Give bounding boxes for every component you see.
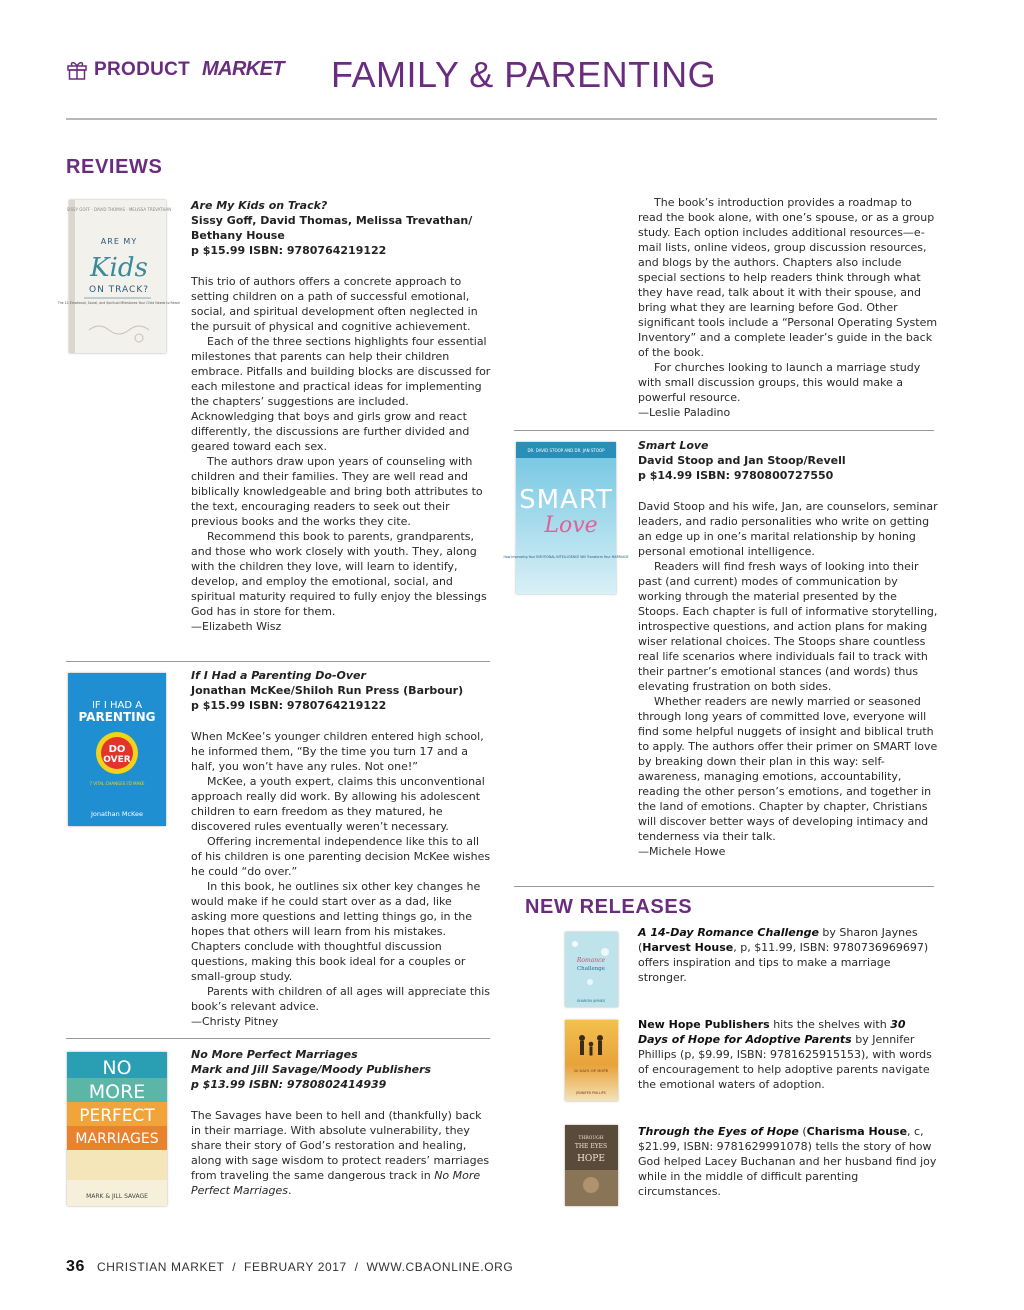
- review-signature: —Leslie Paladino: [638, 406, 731, 419]
- page-footer: [66, 1258, 513, 1276]
- cover-text: PARENTING: [78, 710, 156, 724]
- review-author-publisher: Jonathan McKee/Shiloh Run Press (Barbour): [191, 684, 464, 697]
- book-title-emphasis: No More Perfect Marriages: [191, 1169, 481, 1197]
- cover-text: 7 VITAL CHANGES I'D MAKE: [89, 781, 145, 786]
- review-smart-love: [638, 438, 938, 859]
- cover-text: Jonathan McKee: [91, 810, 143, 818]
- review-signature: —Elizabeth Wisz: [191, 620, 282, 633]
- review-paragraph: This trio of authors offers a concrete approach to setting children on a path of successful emotional, social, and spiritual development often neglected in the pursuit of physical and cognitive achievement.: [191, 275, 478, 333]
- page-title: FAMILY & PARENTING: [331, 54, 717, 95]
- review-are-my-kids-on-track: [191, 198, 491, 634]
- cover-text: SISSY GOFF · DAVID THOMAS · MELISSA TREVATHAN: [66, 207, 172, 212]
- review-paragraph: Whether readers are newly married or seasoned through long years of committed love, everyone will find some helpful nuggets of insight and biblical truth to apply. The authors offer their primer on SMART love by breaking down their plan in this way: self-awareness, managing emotions, accountability, reading the other person’s emotions, and together in the land of emotions. Chapter by chapter, Christians will discover better ways of developing intimacy and tenderness via their talk.: [638, 695, 938, 843]
- release-publisher: Charisma House: [806, 1125, 908, 1138]
- cover-text: Challenge: [576, 966, 606, 972]
- review-paragraph: In this book, he outlines six other key changes he would make if he could start over as a dad, like asking more questions and letting things go, in the hopes that others will learn from his mistakes. Chapters conclude with thoughtful discussion questions, making this book ideal for a couples or small-group study.: [191, 880, 481, 983]
- logo-product-text: PRODUCT: [94, 58, 191, 80]
- release-title: A 14-Day Romance Challenge: [638, 926, 819, 939]
- cover-text: THE EYES: [574, 1143, 608, 1150]
- review-signature: —Michele Howe: [638, 845, 726, 858]
- review-paragraph: Parents with children of all ages will appreciate this book’s relevant advice.: [191, 985, 490, 1013]
- release-publisher: New Hope Publishers: [638, 1018, 770, 1031]
- header-divider: [66, 118, 937, 120]
- book-cover-30-days-of-hope: [565, 1020, 618, 1101]
- book-cover-no-more-perfect-marriages: [67, 1052, 167, 1206]
- review-title: Are My Kids on Track?: [191, 199, 328, 212]
- cover-text: Romance: [576, 957, 606, 964]
- gift-icon: [66, 59, 88, 81]
- cover-text: Love: [544, 513, 598, 538]
- review-title: Smart Love: [638, 439, 709, 452]
- review-no-more-perfect-marriages: [191, 1047, 491, 1198]
- cover-text: MORE: [88, 1081, 146, 1103]
- new-release-through-the-eyes-of-hope: Through the Eyes of Hope (Charisma House, c, $21.99, ISBN: 9781629991078) tells the story of how God helped Lacey Buchanan and her husband find joy while in the middle of difficult parenting circumstances.: [638, 1125, 937, 1198]
- review-paragraph: For churches looking to launch a marriage study with small discussion groups, this would make a powerful resource.: [638, 361, 921, 404]
- cover-text: OVER: [103, 755, 131, 765]
- cover-text: HOPE: [577, 1154, 605, 1164]
- review-price-isbn: p $15.99 ISBN: 9780764219122: [191, 699, 387, 712]
- cover-text: MARRIAGES: [75, 1131, 159, 1147]
- cover-text: DO: [108, 744, 126, 755]
- cover-text: How Improving Your EMOTIONAL INTELLIGENCE Will Transform Your MARRIAGE: [503, 555, 629, 559]
- review-author-publisher: David Stoop and Jan Stoop/Revell: [638, 454, 846, 467]
- new-releases-heading: NEW RELEASES: [525, 896, 693, 918]
- review-signature: —Christy Pitney: [191, 1015, 279, 1028]
- cover-text: JENNIFER PHILLIPS: [576, 1091, 606, 1095]
- review-paragraph: Recommend this book to parents, grandparents, and those who work closely with youth. They, along with the children they love, will learn to identify, develop, and employ the emotional, social, and spiritual maturity required to fully enjoy the blessings God has in store for them.: [191, 530, 487, 618]
- review-price-isbn: p $13.99 ISBN: 9780802414939: [191, 1078, 387, 1091]
- book-cover-smart-love: [503, 442, 629, 594]
- cover-text: The 12 Emotional, Social, and Spiritual Milestones Your Child Needs to Reach: [57, 301, 181, 305]
- release-title: 30 Days of Hope for Adoptive Parents: [638, 1018, 906, 1046]
- release-publisher: Harvest House: [642, 941, 734, 954]
- review-divider: [514, 430, 934, 431]
- new-release-30-days-of-hope: New Hope Publishers hits the shelves with 30 Days of Hope for Adoptive Parents by Jennifer Phillips (p, $9.99, ISBN: 9781625915153), with words of encouragement to help adoptive parents navigate the emotional waters of adoption.: [638, 1018, 932, 1091]
- review-if-i-had-a-parenting-do-over: [191, 668, 491, 1029]
- product-market-logo: [66, 58, 284, 81]
- release-title: Through the Eyes of Hope: [638, 1125, 799, 1138]
- section-divider: [514, 886, 934, 887]
- review-title: If I Had a Parenting Do-Over: [191, 669, 366, 682]
- review-author-publisher: Mark and Jill Savage/Moody Publishers: [191, 1063, 432, 1076]
- reviews-heading: REVIEWS: [66, 156, 163, 178]
- review-divider: [66, 1038, 490, 1039]
- review-paragraph: The authors draw upon years of counseling with children and their families. They are well read and biblically knowledgeable and bring both attributes to the text, encouraging readers to seek out their previous books and the works they cite.: [191, 455, 483, 528]
- book-cover-14-day-romance-challenge: [565, 932, 618, 1007]
- cover-text: NO: [102, 1057, 132, 1079]
- cover-text: MARK & JILL SAVAGE: [86, 1193, 148, 1200]
- cover-text: PERFECT: [79, 1106, 155, 1126]
- review-paragraph: Each of the three sections highlights four essential milestones that parents can help their children embrace. Pitfalls and building blocks are discussed for each milestone and practical ideas for implementing the chapters’ suggestions are included. Acknowledging that boys and girls grow and react differently, the discussions are further divided and geared toward each sex.: [191, 335, 491, 453]
- cover-text: SMART: [519, 485, 613, 515]
- review-divider: [66, 661, 490, 662]
- review-title: No More Perfect Marriages: [191, 1048, 358, 1061]
- book-cover-parenting-do-over: [68, 673, 166, 826]
- cover-text: 30 DAYS OF HOPE: [573, 1069, 609, 1073]
- logo-market-text: MARKET: [202, 58, 284, 80]
- cover-text: ON TRACK?: [88, 285, 150, 295]
- review-no-more-perfect-marriages-continued: [638, 195, 938, 420]
- footer-publication-info: CHRISTIAN MARKET / FEBRUARY 2017 / WWW.CBAONLINE.ORG: [97, 1260, 514, 1274]
- cover-text: Kids: [90, 253, 148, 283]
- page-number: 36: [66, 1258, 85, 1275]
- review-paragraph: David Stoop and his wife, Jan, are counselors, seminar leaders, and radio personalities who write on getting an edge up in one’s marital relationship by honing personal emotional intelligence.: [638, 500, 938, 558]
- new-release-14-day-romance-challenge: A 14-Day Romance Challenge by Sharon Jaynes (Harvest House, p, $11.99, ISBN: 9780736969697) offers inspiration and tips to make a marriage stronger.: [638, 926, 929, 984]
- book-cover-through-the-eyes-of-hope: [565, 1125, 618, 1206]
- book-cover-are-my-kids-on-track: [57, 200, 181, 353]
- review-paragraph: Readers will find fresh ways of looking into their past (and current) modes of communication by working through the material presented by the Stoops. Each chapter is full of informative storytelling, introspective questions, and action plans for making wiser relational choices. The Stoops share countless real life scenarios where individuals fail to track with their partner’s emotional stances (and words) thus elevating frustration on both sides.: [638, 560, 938, 693]
- review-paragraph: The Savages have been to hell and (thankfully) back in their marriage. With absolute vulnerability, they share their story of God’s restoration and healing, along with sage wisdom to protect readers’ marriages from traveling the same dangerous track in No More Perfect Marriages.: [191, 1109, 490, 1197]
- review-price-isbn: p $15.99 ISBN: 9780764219122: [191, 244, 387, 257]
- review-publisher: Bethany House: [191, 229, 285, 242]
- review-paragraph: McKee, a youth expert, claims this unconventional approach really did work. By allowing his adolescent children to earn freedom as they matured, he discovered rules eventually weren’t necessary.: [191, 775, 485, 833]
- review-paragraph: Offering incremental independence like this to all of his children is one parenting decision McKee wishes he could “do over.”: [191, 835, 491, 878]
- review-paragraph: When McKee’s younger children entered high school, he informed them, “By the time you turn 17 and a half, you won’t have any rules. Not one!”: [191, 730, 484, 773]
- cover-text: THROUGH: [578, 1136, 604, 1141]
- cover-text: DR. DAVID STOOP AND DR. JAN STOOP: [527, 448, 605, 453]
- review-paragraph: The book’s introduction provides a roadmap to read the book alone, with one’s spouse, or as a group study. Each option includes additional resources—e-mail lists, online videos, group discussion resources, and blogs by the authors. Chapters also include special sections to help readers think through what they have read, talk about it with their spouse, and bring what they are learning before God. Other significant tools include a “Personal Operating System Inventory” and a complete leader’s guide in the back of the book.: [638, 196, 938, 359]
- cover-text: ARE MY: [100, 237, 138, 246]
- review-price-isbn: p $14.99 ISBN: 9780800727550: [638, 469, 834, 482]
- cover-text: SHARON JAYNES: [576, 999, 606, 1003]
- review-author-publisher: Sissy Goff, David Thomas, Melissa Trevathan/: [191, 214, 473, 227]
- cover-text: IF I HAD A: [91, 700, 143, 711]
